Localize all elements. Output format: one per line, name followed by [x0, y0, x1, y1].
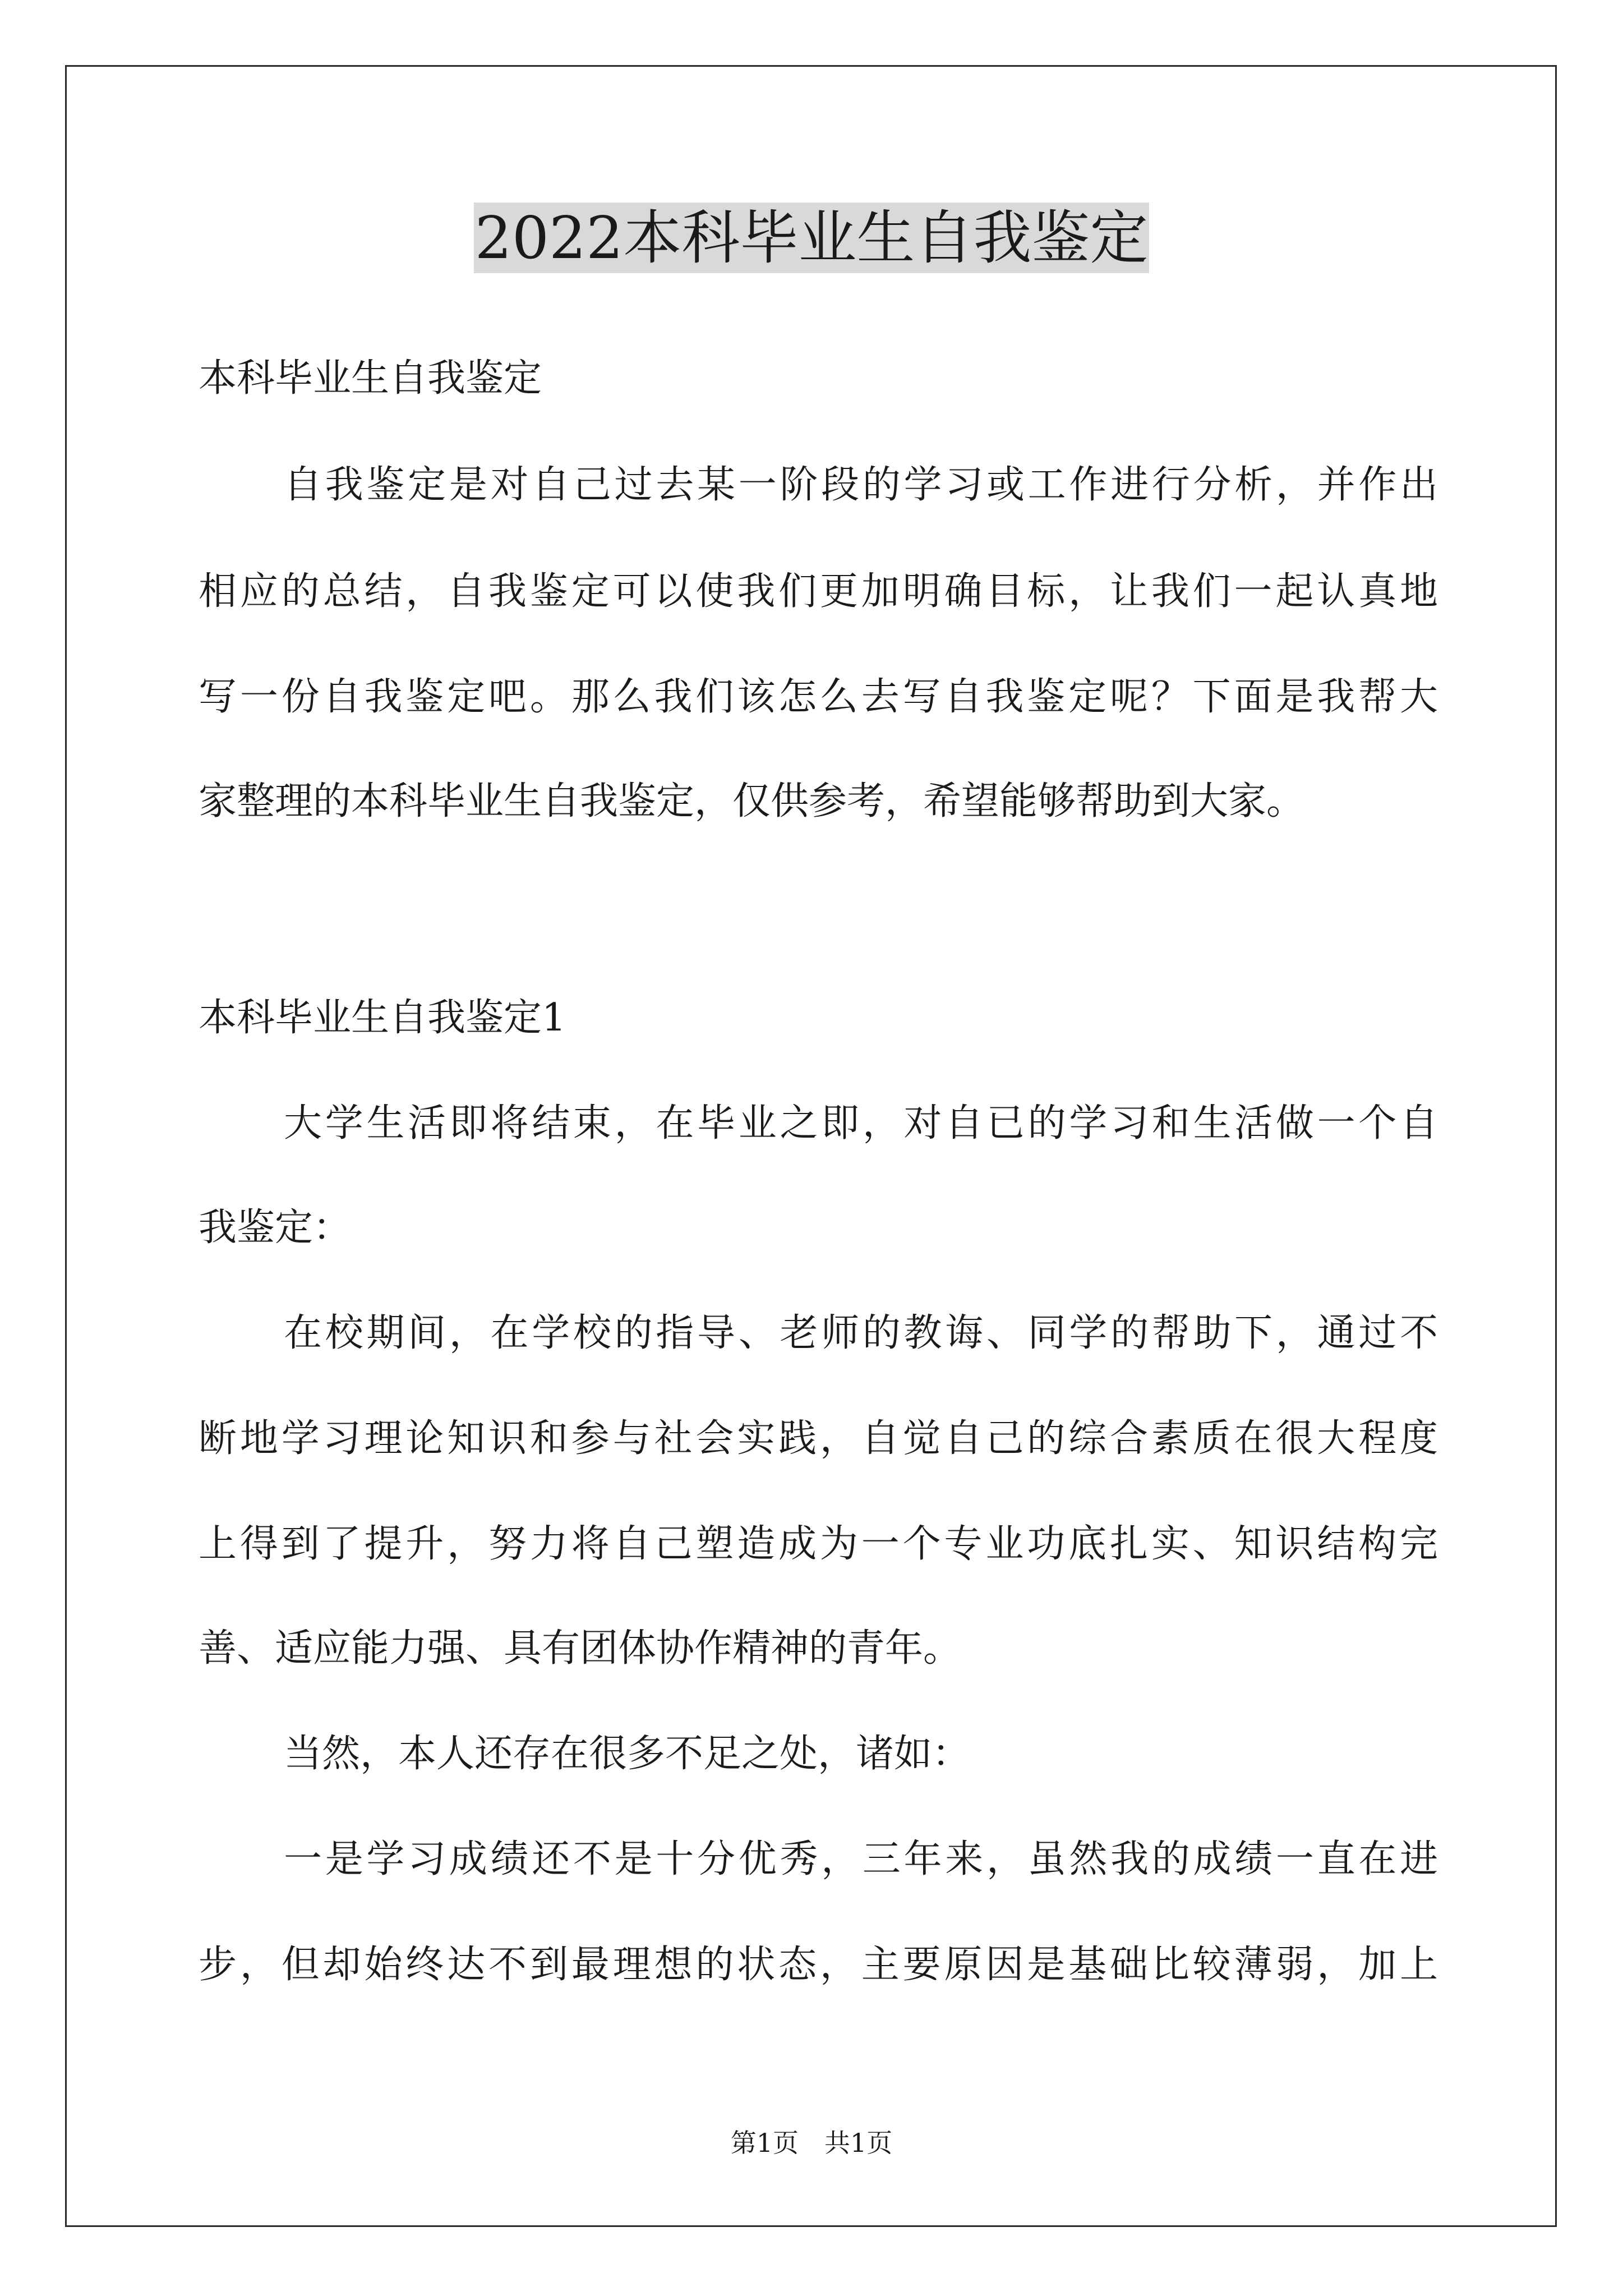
page-footer: 第1页 共1页 — [730, 2128, 893, 2158]
paragraph-line: 上得到了提升，努力将自己塑造成为一个专业功底扎实、知识结构完 — [199, 1522, 1438, 1566]
paragraph-line: 我鉴定： — [199, 1205, 352, 1250]
paragraph-line: 断地学习理论知识和参与社会实践，自觉自己的综合素质在很大程度 — [199, 1416, 1438, 1461]
paragraph-line: 自我鉴定是对自己过去某一阶段的学习或工作进行分析，并作出 — [284, 463, 1438, 507]
paragraph-line: 在校期间，在学校的指导、老师的教诲、同学的帮助下，通过不 — [284, 1311, 1438, 1355]
paragraph-line: 大学生活即将结束，在毕业之即，对自已的学习和生活做一个自 — [284, 1101, 1438, 1145]
section-heading: 本科毕业生自我鉴定 — [199, 356, 542, 401]
paragraph-line: 善、适应能力强、具有团体协作精神的青年。 — [199, 1626, 962, 1671]
paragraph-line: 当然，本人还存在很多不足之处，诸如： — [284, 1732, 971, 1776]
paragraph-line: 步，但却始终达不到最理想的状态，主要原因是基础比较薄弱，加上 — [199, 1943, 1438, 1987]
paragraph-line: 写一份自我鉴定吧。那么我们该怎么去写自我鉴定呢？下面是我帮大 — [199, 675, 1438, 719]
document-title — [0, 199, 1623, 277]
paragraph-line: 家整理的本科毕业生自我鉴定，仅供参考，希望能够帮助到大家。 — [199, 779, 1305, 823]
paragraph-line: 相应的总结，自我鉴定可以使我们更加明确目标，让我们一起认真地 — [199, 569, 1438, 614]
section-heading: 本科毕业生自我鉴定1 — [199, 996, 566, 1040]
paragraph-line: 一是学习成绩还不是十分优秀，三年来，虽然我的成绩一直在进 — [284, 1837, 1438, 1881]
document-title-text: 2022本科毕业生自我鉴定 — [474, 204, 1149, 272]
